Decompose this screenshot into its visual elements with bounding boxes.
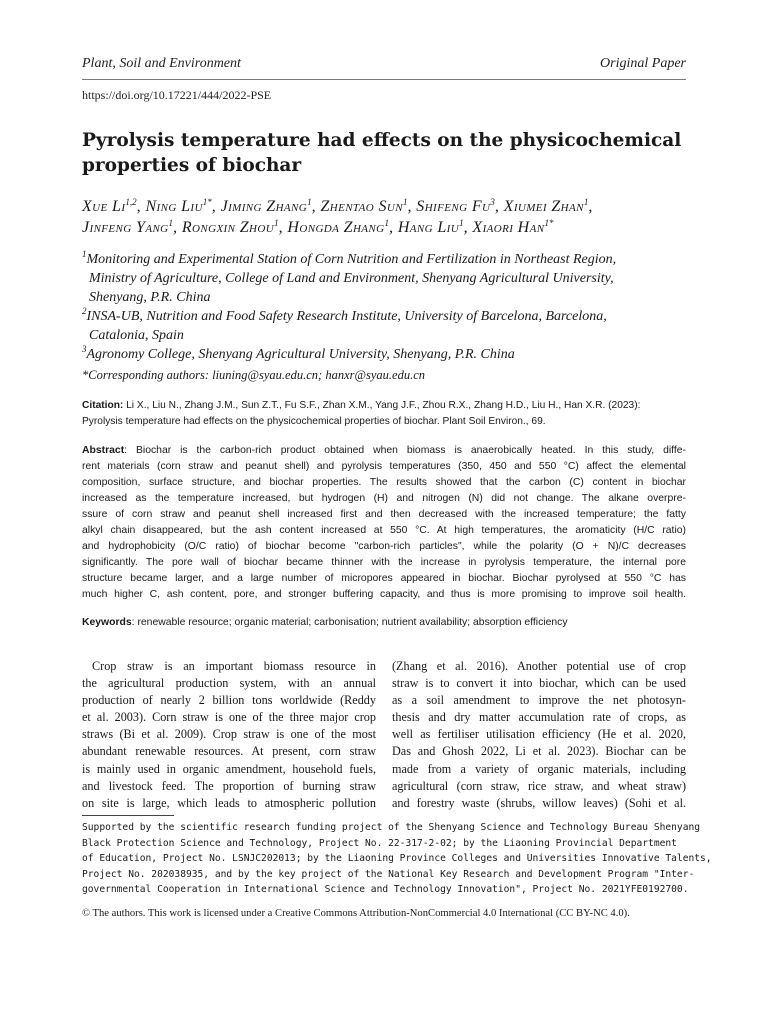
- affiliations: [82, 250, 686, 385]
- title-line: properties of biochar: [82, 155, 302, 176]
- running-header: [82, 56, 686, 72]
- corresponding-authors[interactable]: *Corresponding authors: liuning@syau.edu.cn; hanxr@syau.edu.cn: [82, 368, 425, 382]
- affiliation-3: $^3$Agronomy College, Shenyang Agricultural University, Shenyang, P.R. China: [82, 344, 515, 362]
- author: Zhentao Sun$^1$,: [320, 197, 417, 215]
- author: Jinfeng Yang$^1$,: [82, 218, 182, 236]
- footnote-rule: [82, 815, 174, 816]
- citation-label: Citation:: [82, 400, 124, 411]
- author: Xiaori Han$^{1*}$: [472, 218, 554, 236]
- author-line: [82, 217, 692, 238]
- article-title: [82, 128, 686, 178]
- affiliation-1: $^1$Monitoring and Experimental Station of Corn Nutrition and Fertilization in Northeast Region, Ministry of Agriculture, College of Land and Environment, Shenyang Agricultural University, Shenyang, P.R. China: [82, 249, 617, 305]
- paper-type: Original Paper: [600, 56, 686, 71]
- abstract: Abstract: Biochar is the carbon-rich product obtained when biomass is anaerobically heated. In this study, diffe- rent materials (corn straw and peanut shell) and pyrolysis temperatures (350, 450 and 550 °C) affect the elemental composition, surface structure, and biochar properties. The results showed that the carbon (C) content in biochar increased as the temperature increased, but hydrogen (H) and nitrogen (N) did not change. The alkane overpre- ssure of corn straw and peanut shell increased first and then decreased with the increased temperature; the fatty alkyl chain disappeared, but the ash content increased at 550 °C. At high temperatures, the aromaticity (H/C ratio) and hydrophobicity (O/C ratio) of biochar become "carbon-rich particles", while the polarity (O + N)/C decreases significantly. The pore wall of biochar became thinner with the increase in pyrolysis temperature, the internal pore structure became larger, and a large number of micropores appeared in biochar. Biochar pyrolysed at 550 °C has much higher C, ash content, pore, and stronger buffering capacity, and thus is more promising to improve soil health.: [82, 445, 686, 600]
- journal-name: Plant, Soil and Environment: [82, 56, 241, 71]
- header-rule: [82, 79, 686, 80]
- author: Xiumei Zhan$^1$,: [503, 197, 593, 215]
- author: Xue Li$^{1,2}$,: [82, 197, 146, 215]
- abstract-label: Abstract: [82, 445, 125, 456]
- citation: Citation: Li X., Liu N., Zhang J.M., Sun Z.T., Fu S.F., Zhan X.M., Yang J.F., Zhou R.X., Zhang H.D., Liu H., Han X.R. (2023): Pyrolysis temperature had effects on the physicochemical properties of biochar. Plant Soil Environ., 69.: [82, 400, 641, 427]
- body-column-right: (Zhang et al. 2016). Another potential use of crop straw is to convert it into biochar, which can be used as a soil amendment to improve the net photosyn- thesis and dry matter accumulation rate of crops, as well as fertiliser utilisation efficiency (He et al. 2020, Das and Ghosh 2022, Li et al. 2023). Biochar can be made from a variety of organic materials, including agricultural (corn straw, rice straw, and wheat straw) and forestry waste (shrubs, willow leaves) (Sohi et al.: [392, 659, 686, 810]
- affiliation-2: $^2$INSA-UB, Nutrition and Food Safety Research Institute, University of Barcelona, Barcelona, Catalonia, Spain: [82, 306, 607, 343]
- funding-note: Supported by the scientific research funding project of the Shenyang Science and Technology Bureau Shenyang Black Protection Science and Technology, Project No. 22-317-2-02; by the Liaoning Provincial Department of Education, Project No. LSNJC202013; by the Liaoning Province Colleges and Universities Innovative Talents, Project No. 202038935, and by the key project of the National Key Research and Development Program "Inter- governmental Cooperation in International Science and Technology Innovation", Project No. 2021YFE0192700.: [82, 822, 712, 895]
- keywords-label: Keywords: [82, 617, 132, 628]
- author-list: [82, 196, 692, 238]
- title-line: Pyrolysis temperature had effects on the physicochemical: [82, 130, 682, 151]
- author: Ning Liu$^{1*}$,: [145, 197, 221, 215]
- author: Rongxin Zhou$^1$,: [181, 218, 288, 236]
- body-column-left: Crop straw is an important biomass resource in the agricultural production system, with an annual production of nearly 2 billion tons worldwide (Reddy et al. 2003). Corn straw is one of the three major crop straws (Bi et al. 2009). Crop straw is one of the most abundant renewable resources. At present, corn straw is mainly used in organic amendment, household fuels, and livestock feed. The proportion of burning straw on site is large, which leads to atmospheric pollution: [82, 659, 376, 810]
- doi-link[interactable]: https://doi.org/10.17221/444/2022-PSE: [82, 88, 272, 102]
- author: Hongda Zhang$^1$,: [287, 218, 398, 236]
- keywords: Keywords: renewable resource; organic material; carbonisation; nutrient availability; absorption efficiency: [82, 617, 568, 628]
- article-page: [82, 0, 712, 1024]
- author: Shifeng Fu$^3$,: [416, 197, 504, 215]
- author: Jiming Zhang$^1$,: [220, 197, 321, 215]
- license-note: © The authors. This work is licensed under a Creative Commons Attribution-NonCommercial 4.0 International (CC BY-NC 4.0).: [82, 908, 630, 919]
- author-line: [82, 196, 692, 217]
- author: Hang Liu$^1$,: [397, 218, 473, 236]
